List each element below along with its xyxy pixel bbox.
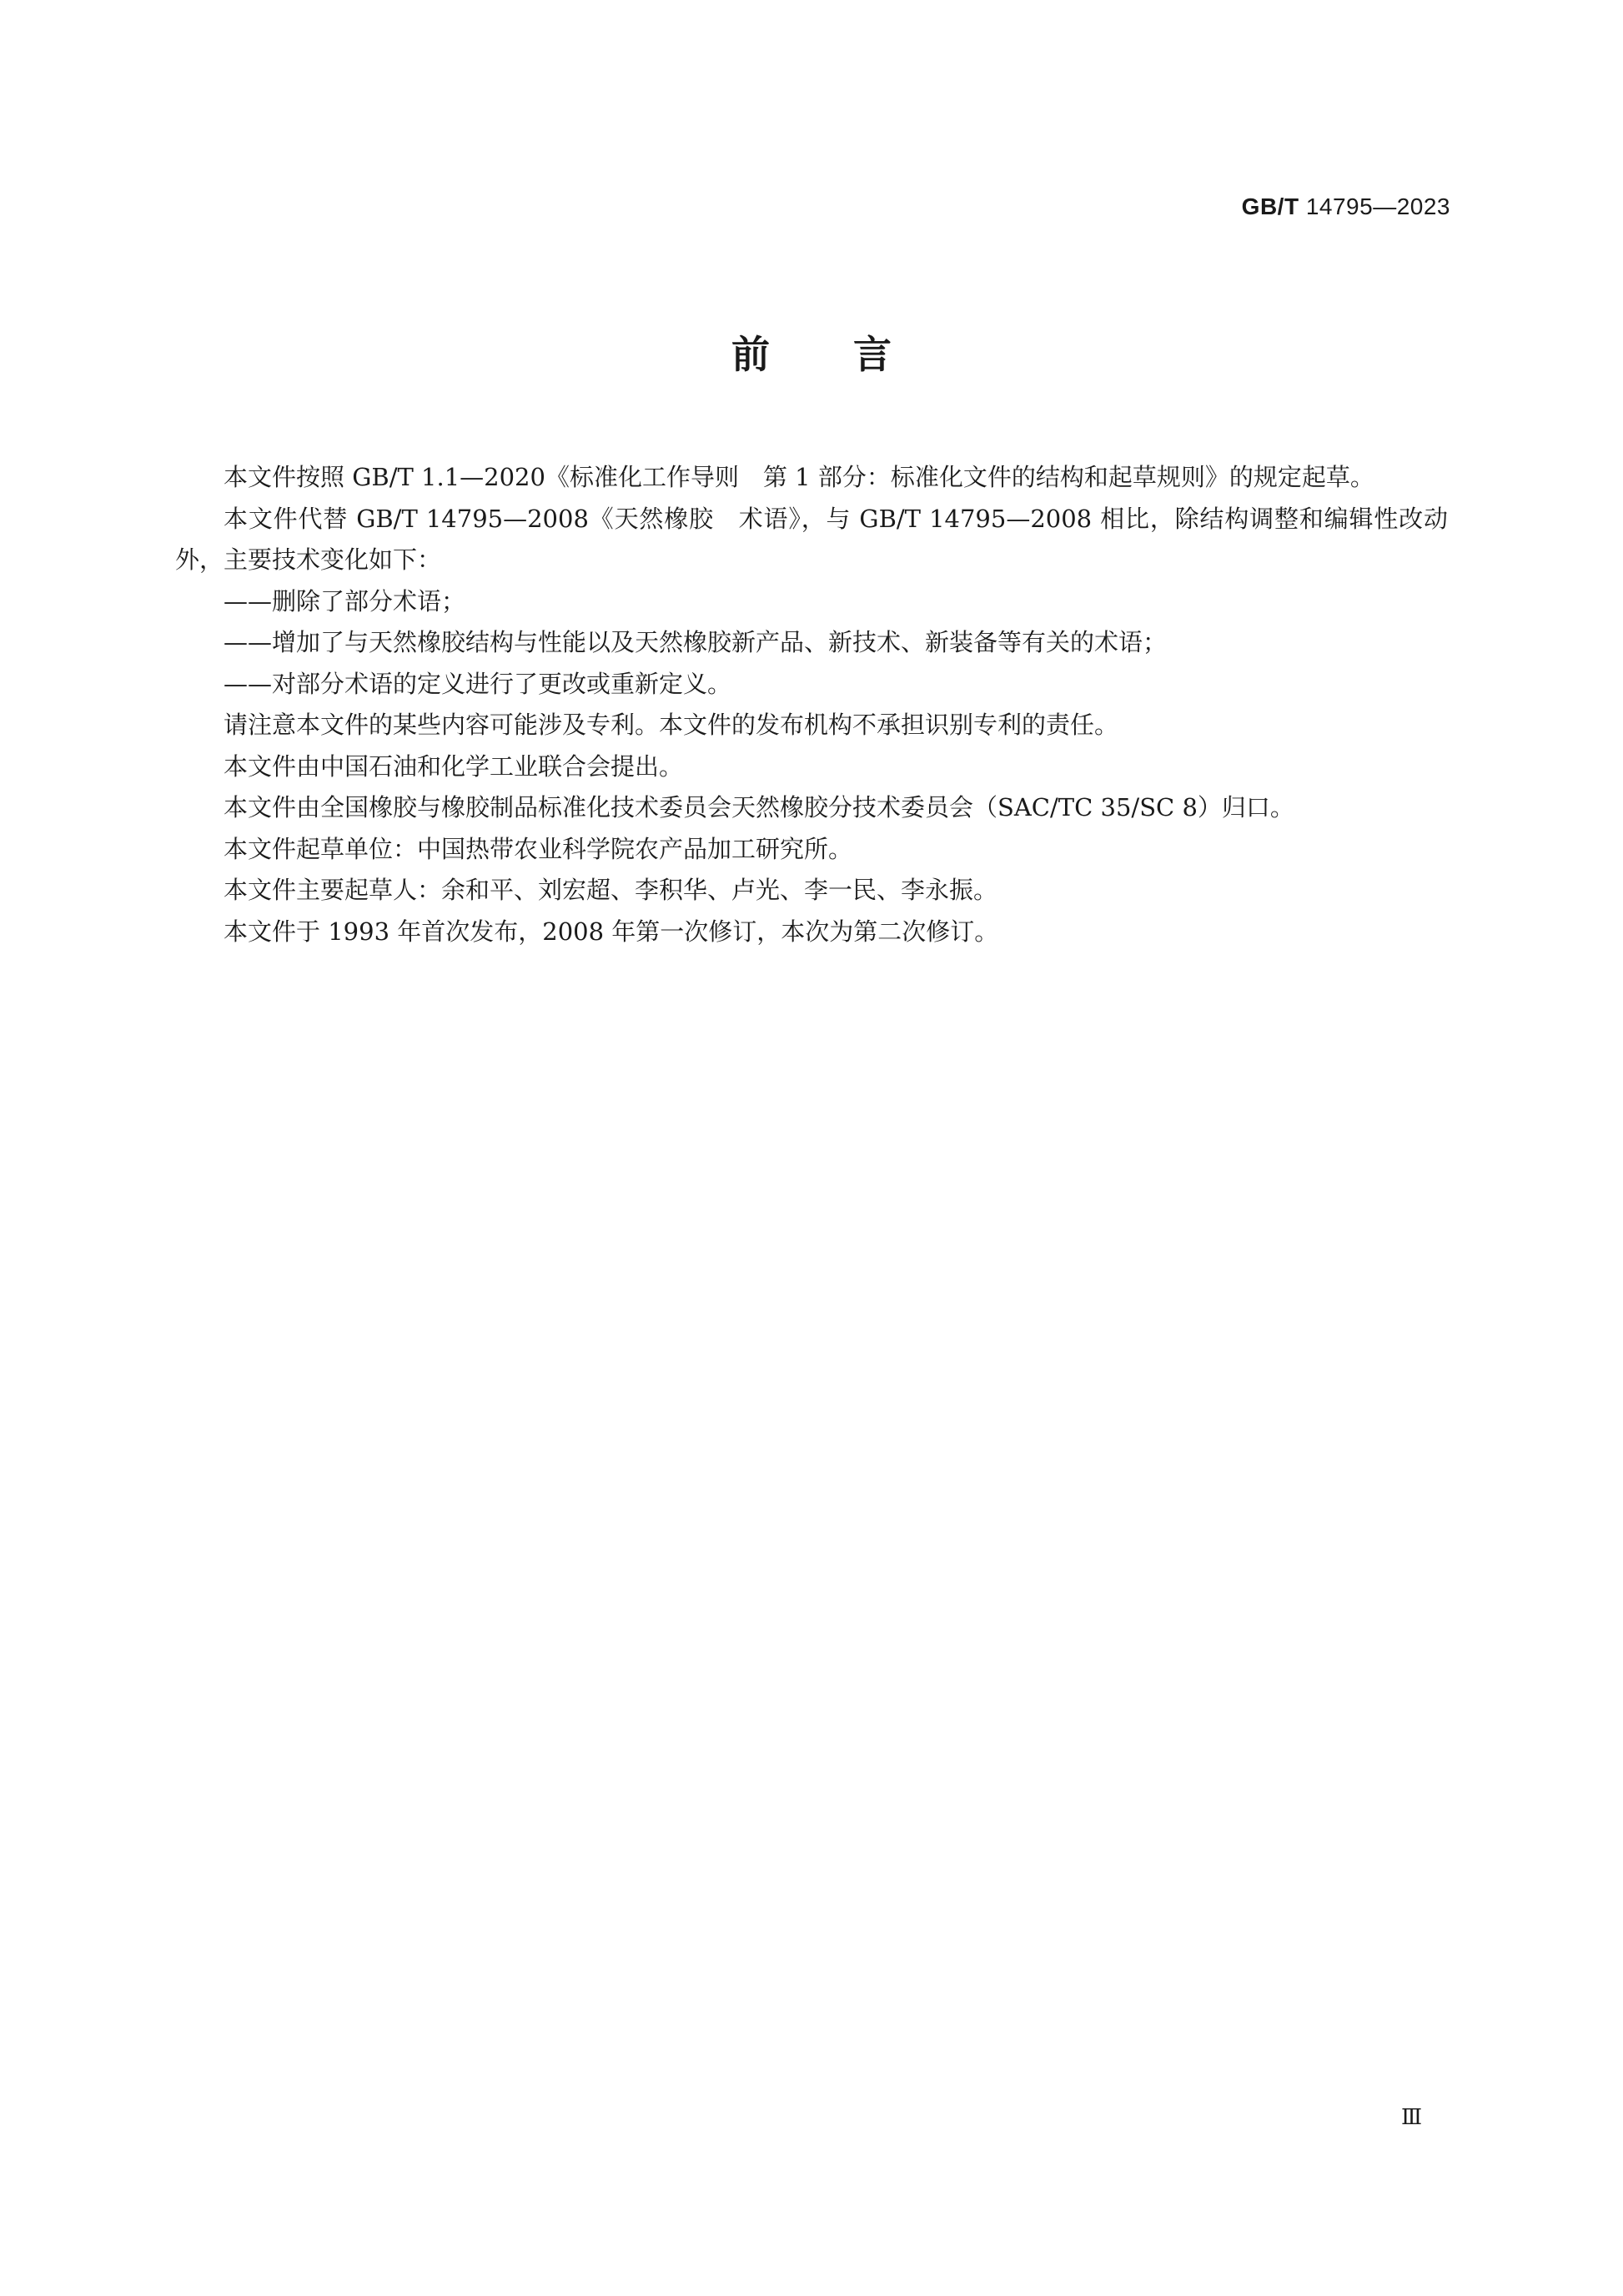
paragraph-history: 本文件于 1993 年首次发布，2008 年第一次修订，本次为第二次修订。 [224, 917, 999, 946]
list-item-change-2: ——增加了与天然橡胶结构与性能以及天然橡胶新产品、新技术、新装备等有关的术语； [224, 628, 1168, 656]
paragraph-replaces: 本文件代替 GB/T 14795—2008《天然橡胶 术语》，与 GB/T 14795—2008 相比，除结构调整和编辑性改动外，主要技术变化如下： [175, 504, 1448, 574]
standard-code [1242, 193, 1450, 220]
paragraph-proposer: 本文件由中国石油和化学工业联合会提出。 [224, 751, 684, 781]
foreword-body [175, 457, 1448, 952]
paragraph-committee: 本文件由全国橡胶与橡胶制品标准化技术委员会天然橡胶分技术委员会（SAC/TC 35/SC 8）归口。 [224, 793, 1294, 821]
paragraph-drafting-rules: 本文件按照 GB/T 1.1—2020《标准化工作导则 第 1 部分：标准化文件的结构和起草规则》的规定起草。 [224, 463, 1374, 491]
paragraph-patent-notice: 请注意本文件的某些内容可能涉及专利。本文件的发布机构不承担识别专利的责任。 [224, 711, 1119, 739]
page-title: 前言 [731, 332, 975, 377]
paragraph-drafters: 本文件主要起草人：余和平、刘宏超、李积华、卢光、李一民、李永振。 [224, 876, 998, 904]
list-item-change-1: ——删除了部分术语； [224, 586, 466, 615]
paragraph-drafting-unit: 本文件起草单位：中国热带农业科学院农产品加工研究所。 [224, 834, 853, 863]
page-number: Ⅲ [1401, 2105, 1422, 2130]
standard-code-prefix: GB/T [1241, 193, 1299, 219]
list-item-change-3: ——对部分术语的定义进行了更改或重新定义。 [224, 669, 732, 698]
standard-code-number: 14795—2023 [1299, 193, 1450, 219]
